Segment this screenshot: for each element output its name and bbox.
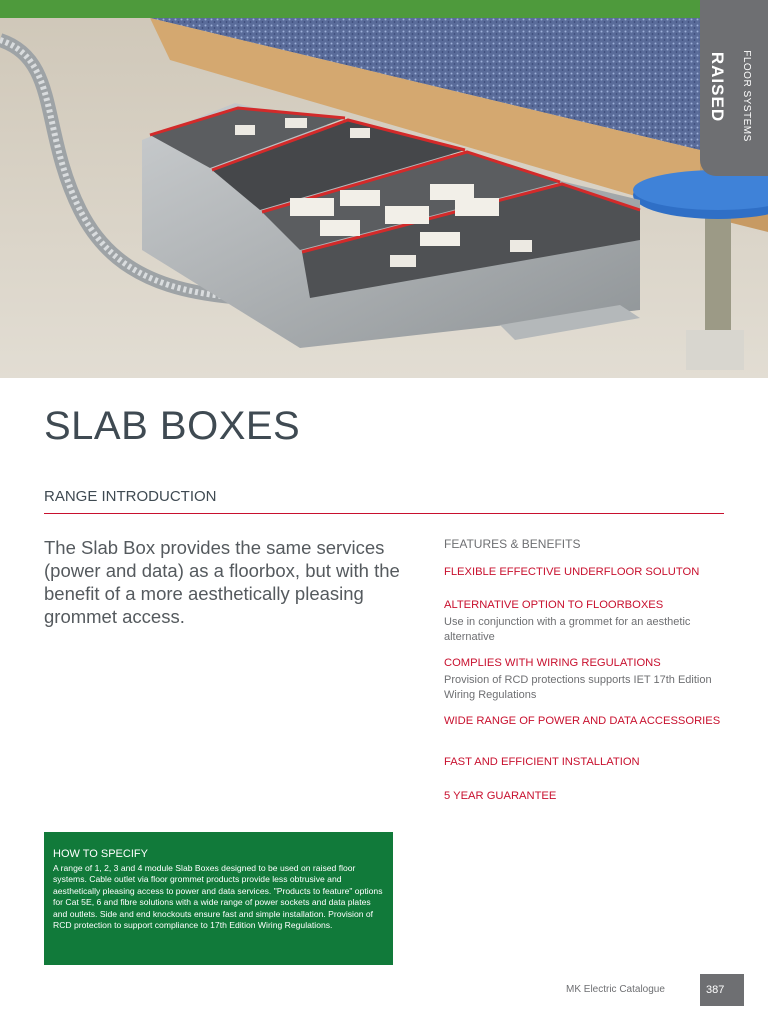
feature-title: WIDE RANGE OF POWER AND DATA ACCESSORIES xyxy=(444,715,721,727)
page-number: 387 xyxy=(700,974,744,1006)
catalogue-label: MK Electric Catalogue xyxy=(566,984,665,995)
feature-title: FAST AND EFFICIENT INSTALLATION xyxy=(444,756,640,768)
how-to-specify-box xyxy=(44,832,393,965)
feature-description: Provision of RCD protections supports IET 17th Edition Wiring Regulations xyxy=(444,674,712,701)
section-divider xyxy=(44,513,724,514)
features-title: FEATURES & BENEFITS xyxy=(444,537,581,551)
feature-title: FLEXIBLE EFFECTIVE UNDERFLOOR SOLUTON xyxy=(444,566,700,578)
how-to-specify-text: A range of 1, 2, 3 and 4 module Slab Boxes designed to be used on raised floor systems. Cable outlet via floor grommet products provide less obtrusive and aesthetically pleasing access to power and data services. "Products to feature" options for Cat 5E, 6 and fibre solutions with a wide range of power sockets and data plates and outlets. Side and end knockouts ensure fast and simple installation. Provision of RCD protection to support compliance to 17th Edition Wiring Regulations. xyxy=(53,863,383,931)
section-heading: RANGE INTRODUCTION xyxy=(44,488,217,505)
feature-item xyxy=(444,790,734,802)
feature-item xyxy=(444,715,734,727)
intro-paragraph: The Slab Box provides the same services (power and data) as a floorbox, but with the benefit of a more aesthetically pleasing grommet access. xyxy=(44,537,400,627)
feature-title: 5 YEAR GUARANTEE xyxy=(444,790,557,802)
feature-description: Use in conjunction with a grommet for an aesthetic alternative xyxy=(444,616,691,643)
feature-item xyxy=(444,566,734,578)
how-to-specify-title: HOW TO SPECIFY xyxy=(53,848,148,860)
hero-image xyxy=(0,0,768,378)
feature-title: ALTERNATIVE OPTION TO FLOORBOXES xyxy=(444,599,664,611)
slab-box-photo xyxy=(0,0,768,378)
feature-title: COMPLIES WITH WIRING REGULATIONS xyxy=(444,657,661,669)
page-title: SLAB BOXES xyxy=(44,404,301,448)
section-tab-label: RAISED xyxy=(708,51,727,123)
feature-item xyxy=(444,657,734,703)
feature-item xyxy=(444,756,734,768)
feature-item xyxy=(444,599,734,645)
category-tab-label: FLOOR SYSTEMS xyxy=(741,50,752,142)
